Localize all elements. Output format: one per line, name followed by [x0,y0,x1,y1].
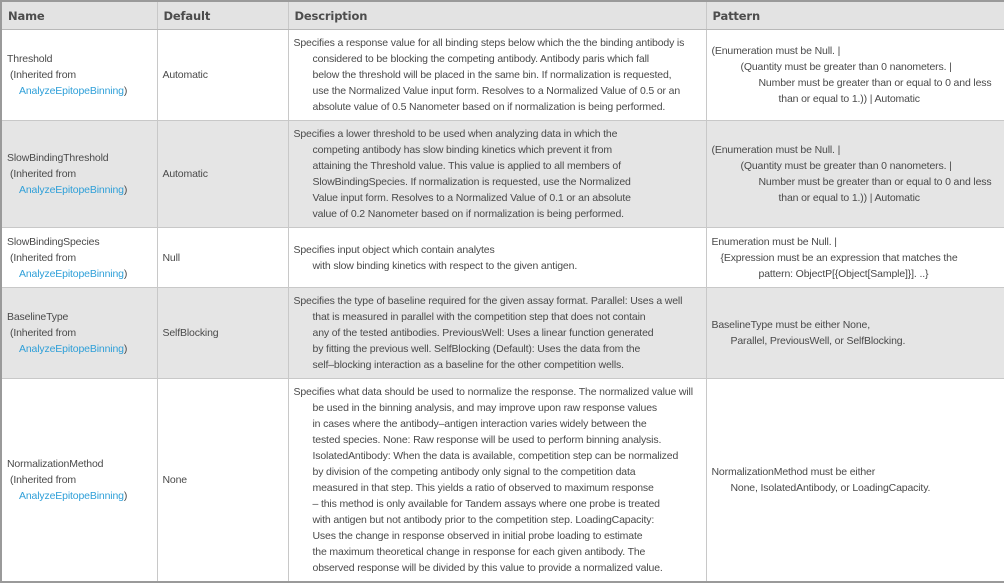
table-row [1,30,1004,121]
option-name-cell [1,288,157,379]
inherited-link[interactable]: AnalyzeEpitopeBinning [19,184,124,196]
pattern-cell: (Enumeration must be Null. | (Quantity must be greater than 0 nanometers. | Number must be greater than or equal to 0 and less than or equal to 1.)) | Automatic [706,30,1004,121]
option-name: BaselineType [7,311,69,323]
description-cell: Specifies input object which contain analytes with slow binding kinetics with respect to the given antigen. [288,228,706,288]
header-name: Name [1,1,157,30]
pattern-cell: (Enumeration must be Null. | (Quantity must be greater than 0 nanometers. | Number must be greater than or equal to 0 and less than or equal to 1.)) | Automatic [706,121,1004,228]
pattern-cell: Enumeration must be Null. | {Expression must be an expression that matches the pattern: ObjectP[{Object[Sample]}]. ..} [706,228,1004,288]
option-name-cell [1,30,157,121]
option-name-cell [1,379,157,582]
option-name-cell [1,121,157,228]
inherited-link[interactable]: AnalyzeEpitopeBinning [19,267,124,280]
table-row [1,121,1004,228]
default-value: None [157,379,288,582]
option-name: Threshold [7,53,53,65]
inherited-link[interactable]: AnalyzeEpitopeBinning [19,489,124,502]
header-pattern: Pattern [706,1,1004,30]
table-row [1,228,1004,288]
description-cell: Specifies a response value for all binding steps below which the the binding antibody is considered to be blocking the competing antibody. Antibody paris which fall below the threshold will be placed in the same bin. If normalization is requested, use the Normalized Value input form. Resolves to a Normalized Value of 0.5 or an absolute value of 0.5 Nanometer based on if normalization is being performed. [288,30,706,121]
default-value: SelfBlocking [157,288,288,379]
description-cell: Specifies what data should be used to normalize the response. The normalized value will be used in the binning analysis, and may improve upon raw response values in cases where the antibody–antigen interaction varies widely between the tested species. None: Raw response will be used to perform binning analysis. IsolatedAntibody: When the data is available, competition step can be normalized by division of the competing antibody only signal to the competition data measured in that step. This yields a ratio of observed to maximum response – this method is only available for Tandem assays where one probe is treated with antigen but not antibody prior to the competition step. LoadingCapacity: Uses the change in response observed in initial probe loading to estimate the maximum theoretical change in response for each given antibody. The observed response will be divided by this value to provide a normalized value. [288,379,706,582]
inherited-note: (Inherited from AnalyzeEpitopeBinning) [10,168,128,196]
table-row [1,379,1004,582]
header-description: Description [288,1,706,30]
default-value: Null [157,228,288,288]
header-default: Default [157,1,288,30]
default-value: Automatic [157,121,288,228]
inherited-note: (Inherited from AnalyzeEpitopeBinning) [10,327,128,355]
inherited-link[interactable]: AnalyzeEpitopeBinning [19,343,124,355]
option-name: SlowBindingThreshold [7,152,109,164]
default-value: Automatic [157,30,288,121]
inherited-note: (Inherited from AnalyzeEpitopeBinning) [10,69,128,97]
option-name: NormalizationMethod [7,457,104,470]
option-name: SlowBindingSpecies [7,235,100,248]
pattern-cell: NormalizationMethod must be either None, IsolatedAntibody, or LoadingCapacity. [706,379,1004,582]
pattern-cell: BaselineType must be either None, Parallel, PreviousWell, or SelfBlocking. [706,288,1004,379]
option-name-cell [1,228,157,288]
description-cell: Specifies a lower threshold to be used when analyzing data in which the competing antibody has slow binding kinetics which prevent it from attaining the Threshold value. This value is applied to all members of SlowBindingSpecies. If normalization is requested, use the Normalized Value input form. Resolves to a Normalized Value of 0.1 or an absolute value of 0.2 Nanometer based on if normalization is being performed. [288,121,706,228]
table-row [1,288,1004,379]
header-row [1,1,1004,30]
description-cell: Specifies the type of baseline required for the given assay format. Parallel: Uses a well that is measured in parallel with the competition step that does not contain any of the tested antibodies. PreviousWell: Uses a linear function generated by fitting the previous well. SelfBlocking (Default): Uses the data from the self–blocking interaction as a baseline for the other competition wells. [288,288,706,379]
inherited-link[interactable]: AnalyzeEpitopeBinning [19,85,124,97]
inherited-note: (Inherited from AnalyzeEpitopeBinning) [10,251,128,280]
inherited-note: (Inherited from AnalyzeEpitopeBinning) [10,473,128,502]
